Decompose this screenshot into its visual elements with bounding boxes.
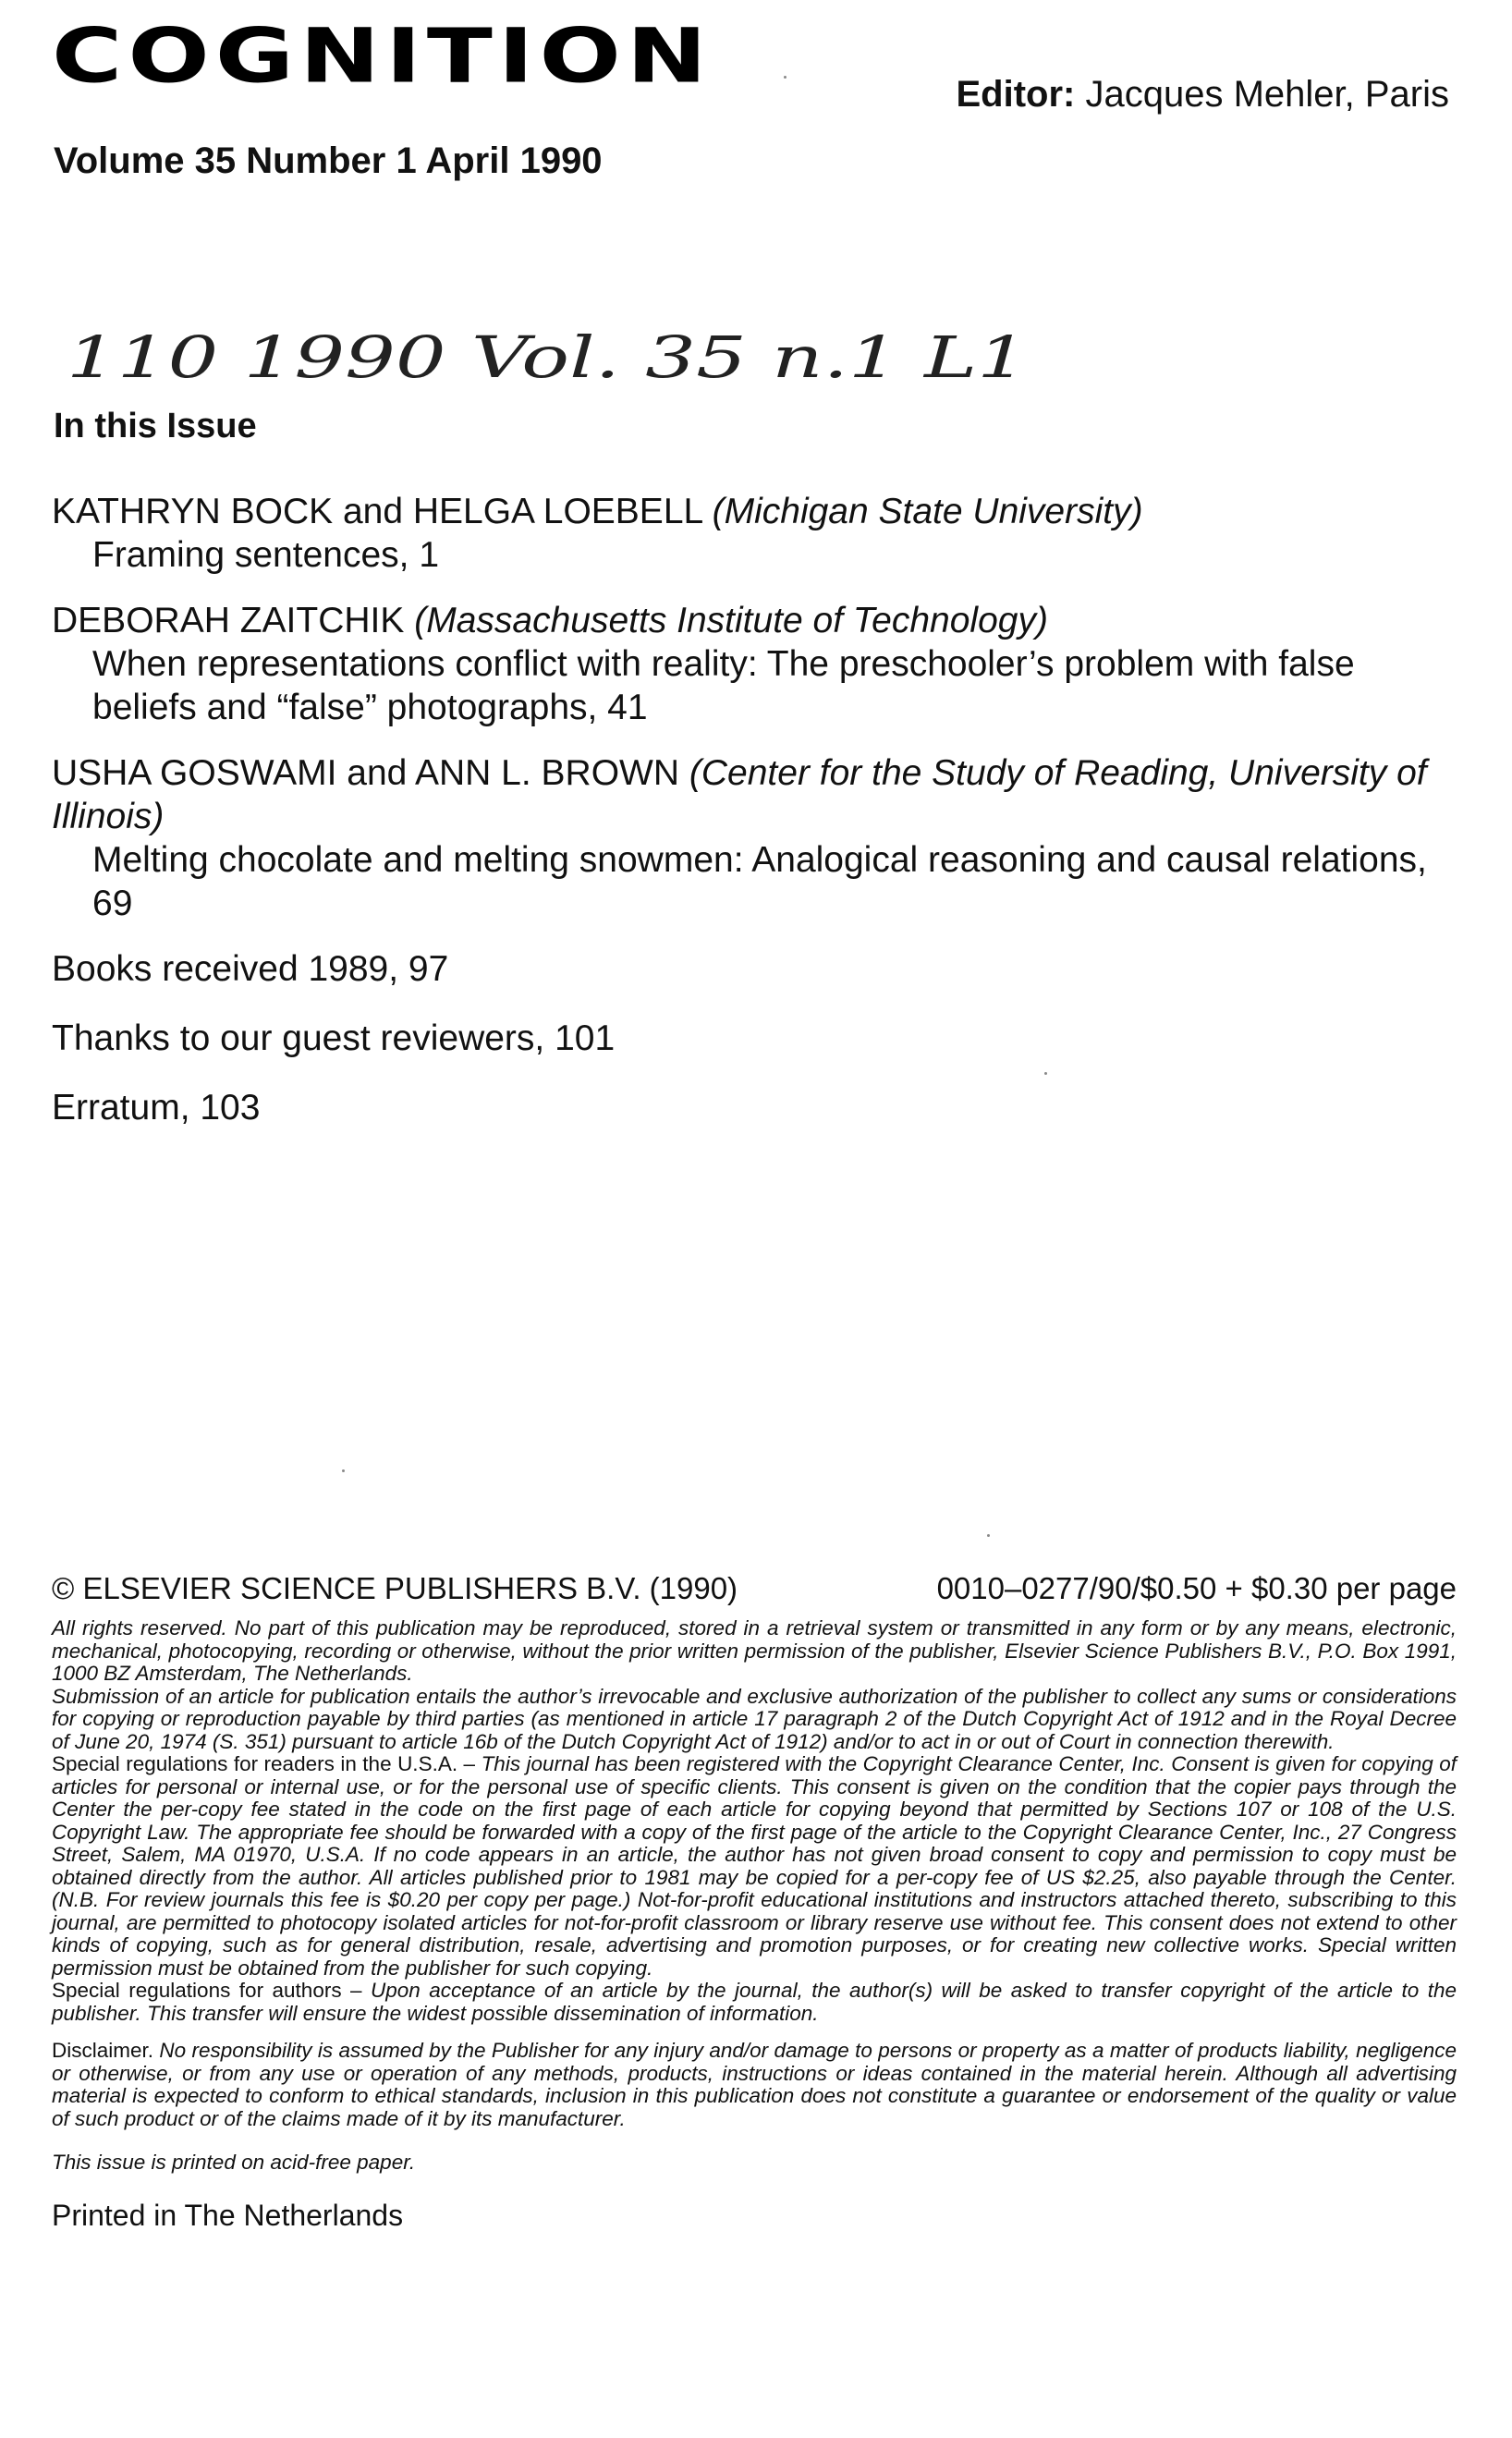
toc-entry <box>52 751 1457 925</box>
disclaimer-text: No responsibility is assumed by the Publisher for any injury and/or damage to persons or property as a matter of products liability, negligence or otherwise, or from any use or operation of any methods, products, instructions or ideas contained in the material herein. Although all advertising material is expected to conform to ethical standards, inclusion in this publication does not constitute a guarantee or endorsement of the quality or value of such product or of the claims made of it by its manufacturer. <box>52 2039 1457 2130</box>
printed-in: Printed in The Netherlands <box>52 2199 404 2232</box>
entry-byline <box>52 599 1457 642</box>
entry-affiliation: (Massachusetts Institute of Technology) <box>414 601 1048 640</box>
issue-heading: In this Issue <box>54 407 257 445</box>
entry-title: Framing sentences, 1 <box>92 535 440 575</box>
handwritten-text: 110 1990 Vol. 35 n.1 L1 <box>67 323 1028 391</box>
entry-authors: DEBORAH ZAITCHIK <box>52 601 405 640</box>
entry-affiliation: (Michigan State University) <box>712 492 1143 531</box>
toc-extra-item: Thanks to our guest reviewers, 101 <box>52 1018 616 1058</box>
toc-extra-item: Erratum, 103 <box>52 1088 261 1128</box>
table-of-contents <box>52 490 1457 1155</box>
usa-regulations-label: Special regulations for readers in the U.S.A. – <box>52 1752 476 1775</box>
author-regulations-paragraph <box>52 1980 1457 2025</box>
rights-paragraph <box>52 1617 1457 1686</box>
editor-label: Editor: <box>956 74 1076 115</box>
copyright-row <box>52 1571 1457 1606</box>
toc-entry <box>52 599 1457 729</box>
toc-extra-item: Books received 1989, 97 <box>52 949 449 989</box>
submission-text: Submission of an article for publication entails the author’s irrevocable and exclusive authorization of the publisher to collect any sums or considerations for copying or reproduction payable by third parties (as mentioned in article 17 paragraph 2 of the Dutch Copyright Act of 1912 and in the Royal Decree of June 20, 1974 (S. 351) pursuant to article 16b of the Dutch Copyright Act of 1912) and/or to act in or out of Court in connection therewith. <box>52 1684 1457 1753</box>
author-regulations-text: Upon acceptance of an article by the journal, the author(s) will be asked to transfer copyright of the article to the publisher. This transfer will ensure the widest possible dissemination of information. <box>52 1979 1457 2025</box>
entry-byline <box>52 751 1457 838</box>
entry-title: When representations conflict with reality: The preschooler’s problem with false beliefs and “false” photographs, 41 <box>92 644 1355 727</box>
editor-name: Jacques Mehler, Paris <box>1085 74 1449 115</box>
rights-text: No part of this publication may be reproduced, stored in a retrieval system or transmitted in any form or by any means, electronic, mechanical, photocopying, recording or otherwise, without the prior written permission of the publisher, Elsevier Science Publishers B.V., P.O. Box 1991, 1000 BZ Amsterdam, The Netherlands. <box>52 1616 1457 1685</box>
scan-speck <box>1044 1072 1047 1075</box>
entry-byline <box>52 490 1457 533</box>
fee-code: 0010–0277/90/$0.50 + $0.30 per page <box>936 1571 1457 1605</box>
entry-authors: KATHRYN BOCK and HELGA LOEBELL <box>52 492 702 531</box>
entry-affiliation: (Center for the Study of Reading, University of Illinois) <box>52 753 1427 836</box>
handwritten-annotation <box>67 311 1083 403</box>
volume-issue-line: Volume 35 Number 1 April 1990 <box>54 140 603 181</box>
toc-entry <box>52 490 1457 577</box>
editor-credit <box>956 74 1449 116</box>
publisher-footer <box>52 1571 1457 2233</box>
author-regulations-label: Special regulations for authors – <box>52 1979 362 2002</box>
copyright-notice: © ELSEVIER SCIENCE PUBLISHERS B.V. (1990) <box>52 1571 738 1605</box>
disclaimer-paragraph <box>52 2040 1457 2130</box>
acid-free-note: This issue is printed on acid-free paper. <box>52 2151 416 2174</box>
entry-authors: USHA GOSWAMI and ANN L. BROWN <box>52 753 680 793</box>
scan-speck <box>987 1534 990 1537</box>
usa-regulations-paragraph <box>52 1753 1457 1980</box>
entry-title: Melting chocolate and melting snowmen: Analogical reasoning and causal relations, 69 <box>92 840 1427 923</box>
journal-logo: COGNITION <box>52 11 713 101</box>
submission-paragraph <box>52 1686 1457 1754</box>
disclaimer-label: Disclaimer. <box>52 2039 154 2062</box>
rights-label: All rights reserved. <box>52 1616 227 1640</box>
usa-regulations-text: This journal has been registered with the Copyright Clearance Center, Inc. Consent is given for copying of articles for personal or internal use, or for the personal use of specific clients. This consent is given on the condition that the copier pays through the Center the per-copy fee stated in the code on the first page of each article for copying beyond that permitted by Sections 107 or 108 of the U.S. Copyright Law. The appropriate fee should be forwarded with a copy of the first page of the article to the Copyright Clearance Center, Inc., 27 Congress Street, Salem, MA 01970, U.S.A. If no code appears in an article, the author has not given broad consent to copy and permission to copy must be obtained directly from the author. All articles published prior to 1981 may be copied for a per-copy fee of US $2.25, also payable through the Center. (N.B. For review journals this fee is $0.20 per copy per page.) Not-for-profit educational institutions and instructors attached thereto, subscribing to this journal, are permitted to photocopy isolated articles for not-for-profit classroom or library reserve use without fee. This consent does not extend to other kinds of copying, such as for general distribution, resale, advertising and promotion purposes, or for creating new collective works. Special written permission must be obtained from the publisher for such copying. <box>52 1752 1457 1980</box>
scan-speck <box>342 1469 345 1472</box>
scan-speck <box>784 76 786 79</box>
